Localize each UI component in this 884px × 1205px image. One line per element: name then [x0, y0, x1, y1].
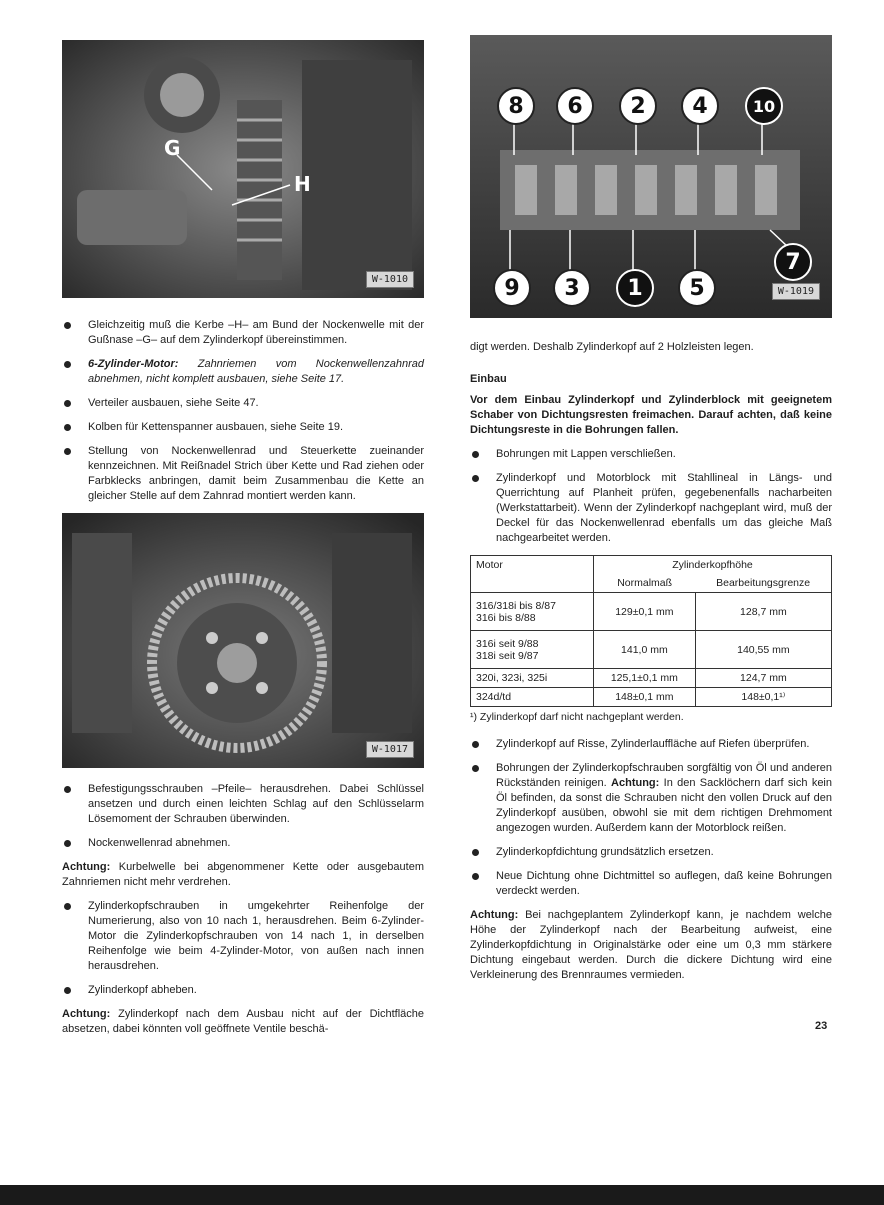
photo-sprocket-bolts-image [62, 513, 424, 768]
step-align-notch: Gleichzeitig muß die Kerbe –H– am Bund der Nockenwelle mit der Gußnase –G– auf dem Zylinderkopf übereinstimmen. [62, 318, 424, 348]
table-row [471, 669, 832, 688]
bolt-number-1: 1 [616, 269, 654, 307]
continuation-text: digt werden. Deshalb Zylinderkopf auf 2 Holzleisten legen. [470, 341, 754, 353]
warning-text: Bei nachgeplantem Zylinderkopf kann, je nachdem welche Höhe der Zylinderkopf nach der Bearbeitung aufweist, eine Zylinderkopfdichtung in Originalstärke oder eine um 0,3 mm stärkere Dichtung eingebaut werden. Durch die dickere Dichtung wird eine Verkleinerung des Brennraumes vermieden. [470, 909, 832, 981]
motor-line: 316/318i bis 8/87 [476, 599, 556, 612]
motor-line: 316i seit 9/88 [476, 637, 539, 650]
warning-crankshaft [62, 860, 424, 890]
step-check-flatness: Zylinderkopf und Motorblock mit Stahllineal in Längs- und Querrichtung auf Planheit prüfen, gegebenenfalls nacharbeiten (Werkstattarbeit). Wenn der Zylinderkopf nachgeplant wird, muß der Deckel für das Nockenwellenrad ebenfalls um das gleiche Maß nachgearbeitet werden. [470, 471, 832, 546]
bolt-number-9: 9 [493, 269, 531, 307]
cell-normal: 141,0 mm [594, 631, 696, 669]
bolt-number-4: 4 [681, 87, 719, 125]
bolt-number-5: 5 [678, 269, 716, 307]
photo-camshaft-mark-image [62, 40, 424, 298]
step-remove-sprocket: Nockenwellenrad abnehmen. [62, 836, 424, 851]
cell-limit: 140,55 mm [695, 631, 831, 669]
bolt-number-2: 2 [619, 87, 657, 125]
photo-sprocket-bolts [62, 513, 424, 768]
warning-text: Kurbelwelle bei abgenommener Kette oder ausgebautem Zahnriemen nicht mehr verdrehen. [62, 861, 424, 888]
table-row [471, 631, 832, 669]
photo-code: W-1017 [366, 741, 414, 758]
step-6cyl-text: Zahnriemen vom Nockenwellenzahnrad abnehmen, nicht komplett ausbauen, siehe Seite 17. [88, 358, 424, 385]
right-column [470, 35, 832, 992]
step-mark-chain: Stellung von Nockenwellenrad und Steuerkette zueinander kennzeichnen. Mit Reißnadel Strich über Kette und Rad ziehen oder Farbklecks anbringen, damit beim Zusammenbau die Kette an gleicher Stelle auf dem Zahnrad montiert werden kann. [62, 444, 424, 504]
motor-line: 316i bis 8/88 [476, 611, 536, 624]
marker-h: H [294, 172, 311, 196]
step-replace-gasket: Zylinderkopfdichtung grundsätzlich ersetzen. [470, 845, 832, 860]
step-6cyl-label: 6-Zylinder-Motor: [88, 358, 179, 370]
motor-line: 324d/td [471, 688, 594, 707]
step-6cyl-belt [62, 357, 424, 387]
step-place-gasket: Neue Dichtung ohne Dichtmittel so auflegen, daß keine Bohrungen verdeckt werden. [470, 869, 832, 899]
step-bolts-out: Befestigungsschrauben –Pfeile– herausdrehen. Dabei Schlüssel ansetzen und durch einen leichten Schlag auf den Schlüsselarm Lösemoment der Schrauben überwinden. [62, 782, 424, 827]
table-footnote: ¹) Zylinderkopf darf nicht nachgeplant werden. [470, 711, 684, 723]
marker-g: G [164, 136, 181, 160]
warning-text: Zylinderkopf nach dem Ausbau nicht auf der Dichtfläche absetzen, dabei könnten voll geöffnete Ventile beschä- [62, 1008, 424, 1035]
cell-normal: 129±0,1 mm [594, 593, 696, 631]
head-height-table [470, 555, 832, 707]
warning-label: Achtung: [470, 909, 519, 921]
bolt-number-6: 6 [556, 87, 594, 125]
step-clean-bolt-holes [470, 761, 832, 836]
warning-label: Achtung: [611, 777, 660, 789]
photo-bolt-sequence [470, 35, 832, 318]
motor-line: 318i seit 9/87 [476, 649, 539, 662]
cell-normal: 148±0,1 mm [594, 688, 696, 707]
step-text: In den Sacklöchern darf sich kein Öl befinden, da sonst die Schrauben nicht den vollen Druck auf den Zylinderkopf ausüben, obwohl sie mit dem richtigen Drehmoment angezogen wurden. Außerdem kann der Motorblock reißen. [496, 777, 832, 834]
cell-limit: 124,7 mm [695, 669, 831, 688]
left-column [62, 40, 424, 1046]
step-head-bolts: Zylinderkopfschrauben in umgekehrter Reihenfolge der Numerierung, also von 10 nach 1, herausdrehen. Beim 6-Zylinder-Motor die Zylinderkopfschrauben von 14 nach 1, in derselben Reihenfolge wie beim 4-Zylinder-Motor, von außen nach innen herausdrehen. [62, 899, 424, 974]
col-header-group: Zylinderkopfhöhe [594, 556, 832, 575]
warning-head-surface [62, 1007, 424, 1037]
photo-camshaft-mark [62, 40, 424, 298]
cell-normal: 125,1±0,1 mm [594, 669, 696, 688]
cell-limit: 148±0,1¹⁾ [695, 688, 831, 707]
section-heading-einbau: Einbau [470, 373, 507, 385]
photo-code: W-1019 [772, 283, 820, 300]
step-text: Bohrungen der Zylinderkopfschrauben sorgfältig von Öl und anderen Rückständen reinigen. [496, 762, 832, 789]
cell-limit: 128,7 mm [695, 593, 831, 631]
installation-intro: Vor dem Einbau Zylinderkopf und Zylinderblock mit geeignetem Schaber von Dichtungsresten freimachen. Darauf achten, daß keine Dichtungsreste in die Bohrungen fallen. [470, 394, 832, 436]
step-distributor: Verteiler ausbauen, siehe Seite 47. [62, 396, 424, 411]
col-header-limit: Bearbeitungsgrenze [695, 574, 831, 593]
warning-gasket-thickness [470, 908, 832, 983]
bolt-number-10: 10 [745, 87, 783, 125]
col-header-normal: Normalmaß [594, 574, 696, 593]
warning-label: Achtung: [62, 861, 111, 873]
table-row [471, 688, 832, 707]
step-lift-head: Zylinderkopf abheben. [62, 983, 424, 998]
motor-line: 320i, 323i, 325i [471, 669, 594, 688]
step-check-cracks: Zylinderkopf auf Risse, Zylinderlauffläche auf Riefen überprüfen. [470, 737, 832, 752]
step-tensioner: Kolben für Kettenspanner ausbauen, siehe Seite 19. [62, 420, 424, 435]
bolt-number-3: 3 [553, 269, 591, 307]
step-close-holes: Bohrungen mit Lappen verschließen. [470, 447, 832, 462]
scan-edge-bar [0, 1185, 884, 1205]
photo-code: W-1010 [366, 271, 414, 288]
warning-label: Achtung: [62, 1008, 111, 1020]
page-number: 23 [815, 1020, 828, 1032]
bolt-number-8: 8 [497, 87, 535, 125]
bolt-number-7: 7 [774, 243, 812, 281]
col-header-motor: Motor [471, 556, 594, 593]
table-row [471, 593, 832, 631]
